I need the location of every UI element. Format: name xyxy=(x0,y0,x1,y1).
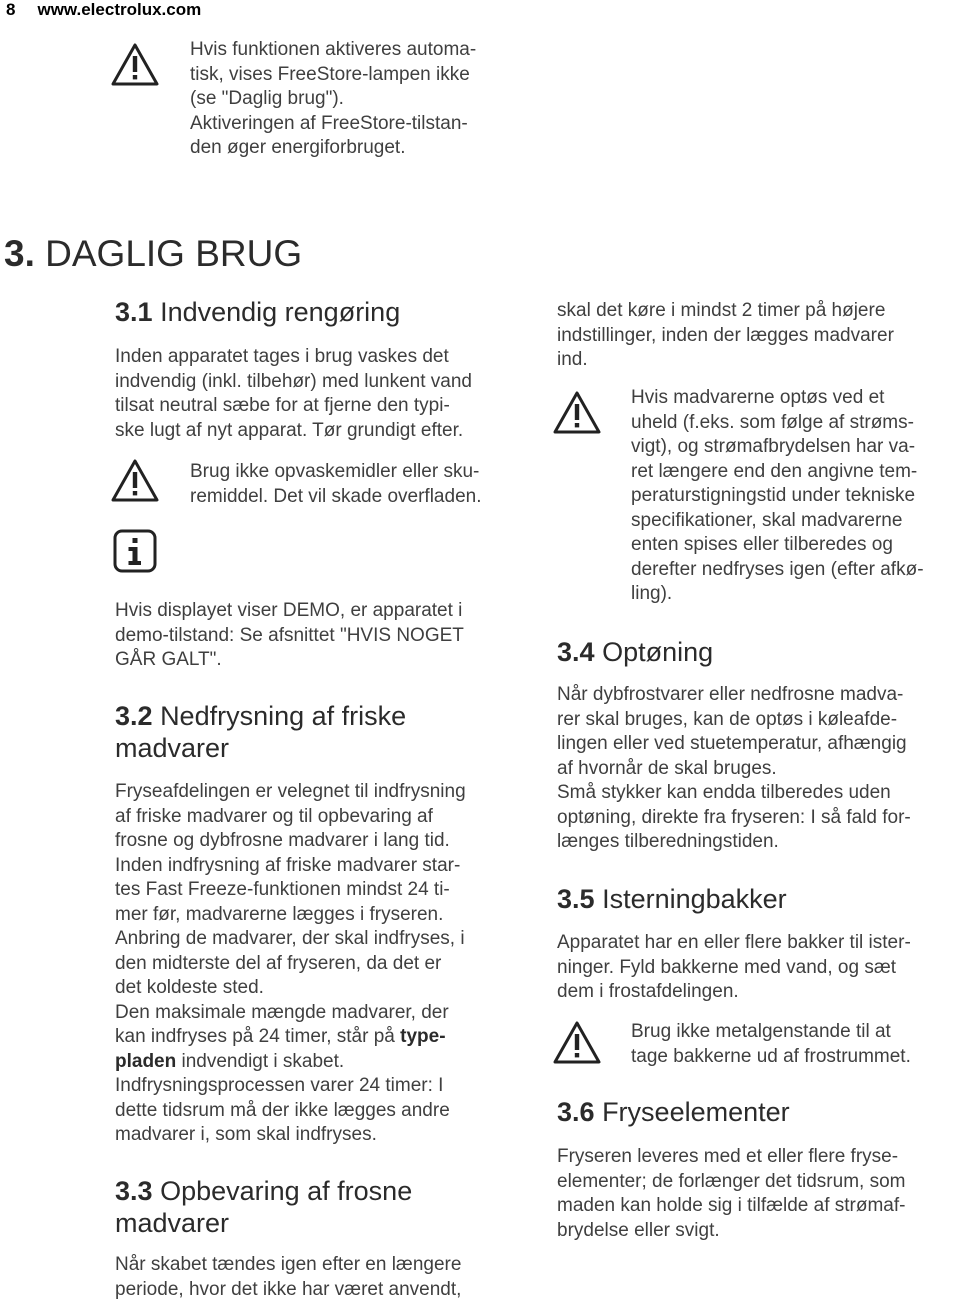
warning-text-thawing xyxy=(631,386,924,607)
section-title: Optøning xyxy=(602,637,714,667)
text-line: af friske madvarer og til opbevaring af xyxy=(115,805,433,827)
text-line: Fryseren leveres med et eller flere fryse- xyxy=(557,1146,899,1167)
warning-triangle-icon xyxy=(552,390,602,436)
text-line: Indfrysningsprocessen varer 24 timer: I xyxy=(115,1075,444,1096)
section-number: 3.6 xyxy=(557,1097,595,1127)
section-title: Isterningbakker xyxy=(602,884,787,914)
section-title: Opbevaring af frosne xyxy=(160,1176,413,1206)
chapter-title-text: DAGLIG BRUG xyxy=(45,233,303,274)
text-line: demo-tilstand: Se afsnittet "HVIS NOGET xyxy=(115,624,464,646)
text-line: Anbring de madvarer, der skal indfryses, i xyxy=(115,928,465,949)
text-line: dette tidsrum må der ikke lægges andre xyxy=(115,1099,450,1121)
text-line: den øger energiforbruget. xyxy=(190,137,406,158)
text-line: ret længere end den angivne tem- xyxy=(631,460,918,482)
section-heading-3-4 xyxy=(557,636,713,668)
text-line: Fryseafdelingen er velegnet til indfrysning xyxy=(115,781,466,802)
text-line: ind. xyxy=(557,349,588,370)
text-line: optøning, direkte fra fryseren: I så fald for- xyxy=(557,806,911,828)
section-heading-3-5 xyxy=(557,883,787,915)
bold-term: type- xyxy=(400,1026,446,1047)
text-line: GÅR GALT". xyxy=(115,649,222,670)
section-number: 3.5 xyxy=(557,884,595,914)
section-title: Nedfrysning af friske xyxy=(160,701,407,731)
section-title: Indvendig rengøring xyxy=(160,297,401,327)
text-line: periode, hvor det ikke har været anvendt, xyxy=(115,1278,462,1300)
paragraph-opbevaring-left xyxy=(115,1253,461,1302)
info-icon xyxy=(112,528,158,574)
warning-text-cleaning xyxy=(190,460,481,509)
text-line: tilsat neutral sæbe for at fjerne den typi- xyxy=(115,395,450,416)
page-header xyxy=(6,0,201,20)
text-line: rer skal bruges, kan de optøs i køleafde- xyxy=(557,708,898,730)
text-line: elementer; de forlænger det tidsrum, som xyxy=(557,1170,906,1192)
text-line: det koldeste sted. xyxy=(115,977,264,998)
bold-term: pladen xyxy=(115,1050,177,1072)
info-text-demo xyxy=(115,599,464,673)
text-line: Hvis funktionen aktiveres automa- xyxy=(190,39,477,60)
text-line: Den maksimale mængde madvarer, der xyxy=(115,1001,449,1023)
text-line: skal det køre i mindst 2 timer på højere xyxy=(557,300,886,321)
warning-triangle-icon xyxy=(110,42,160,88)
text-line: (se "Daglig brug"). xyxy=(190,88,344,109)
section-number: 3.4 xyxy=(557,637,595,667)
chapter-title xyxy=(4,232,302,276)
section-title: Fryseelementer xyxy=(602,1097,790,1127)
paragraph-indvendig-rengoring xyxy=(115,345,472,443)
text-line: indvendig (inkl. tilbehør) med lunkent vand xyxy=(115,370,472,392)
warning-text-freestore xyxy=(190,38,476,161)
warning-triangle-icon xyxy=(552,1020,602,1066)
text-line: tes Fast Freeze-funktionen mindst 24 ti- xyxy=(115,879,450,900)
text-line: Hvis displayet viser DEMO, er apparatet i xyxy=(115,600,463,621)
warning-triangle-icon xyxy=(110,458,160,504)
text-line: dem i frostafdelingen. xyxy=(557,981,739,1002)
text-line: af hvornår de skal bruges. xyxy=(557,757,777,779)
text-line: tage bakkerne ud af frostrummet. xyxy=(631,1045,911,1067)
text-line: specifikationer, skal madvarerne xyxy=(631,509,903,531)
text-line: længes tilberedningstiden. xyxy=(557,831,779,852)
text-line: derefter nedfryses igen (efter afkø- xyxy=(631,558,924,580)
text-line: Inden apparatet tages i brug vaskes det xyxy=(115,346,449,367)
warning-text-ice-trays xyxy=(631,1020,911,1069)
text-line: Brug ikke opvaskemidler eller sku- xyxy=(190,461,480,482)
text-line: den midterste del af fryseren, da det er xyxy=(115,952,442,974)
text-line: mer før, madvarerne lægges i fryseren. xyxy=(115,903,444,925)
text-line: Apparatet har en eller flere bakker til ister- xyxy=(557,932,911,953)
website-link[interactable]: www.electrolux.com xyxy=(37,0,202,19)
text-line: Små stykker kan endda tilberedes uden xyxy=(557,782,891,803)
section-title-continued: madvarer xyxy=(115,1208,230,1238)
text-line: indstillinger, inden der lægges madvarer xyxy=(557,324,894,346)
section-heading-3-1 xyxy=(115,296,400,328)
text-line: ske lugt af nyt apparat. Tør grundigt efter. xyxy=(115,419,464,441)
text-line: ling). xyxy=(631,583,673,604)
section-number: 3.1 xyxy=(115,297,153,327)
text-fragment: kan indfryses på 24 timer, står på xyxy=(115,1026,401,1047)
paragraph-opbevaring-right xyxy=(557,299,894,373)
chapter-number: 3. xyxy=(4,233,35,274)
text-line: vigt), og strømafbrydelsen har va- xyxy=(631,436,916,457)
paragraph-nedfrysning xyxy=(115,780,466,1148)
text-line: peraturstigningstid under tekniske xyxy=(631,485,916,506)
text-line: Når dybfrostvarer eller nedfrosne madva- xyxy=(557,684,904,705)
paragraph-optoning xyxy=(557,683,911,855)
section-heading-3-6 xyxy=(557,1096,790,1128)
text-line: lingen eller ved stuetemperatur, afhængig xyxy=(557,733,907,754)
text-line xyxy=(115,1025,466,1050)
section-number: 3.3 xyxy=(115,1176,153,1206)
text-line: ninger. Fyld bakkerne med vand, og sæt xyxy=(557,956,897,978)
text-line: uheld (f.eks. som følge af strøms- xyxy=(631,411,914,433)
text-line: Inden indfrysning af friske madvarer star- xyxy=(115,854,461,876)
text-line: enten spises eller tilberedes og xyxy=(631,534,893,555)
text-fragment: indvendigt i skabet. xyxy=(176,1050,345,1072)
section-title-continued: madvarer xyxy=(115,733,230,763)
text-line: maden kan holde sig i tilfælde af strømaf- xyxy=(557,1195,906,1216)
section-heading-3-3 xyxy=(115,1175,412,1239)
text-line: brydelse eller svigt. xyxy=(557,1219,720,1241)
text-line: remiddel. Det vil skade overfladen. xyxy=(190,485,482,507)
text-line: Hvis madvarerne optøs ved et xyxy=(631,387,885,408)
section-number: 3.2 xyxy=(115,701,153,731)
text-line: madvarer i, som skal indfryses. xyxy=(115,1124,377,1145)
text-line: Aktiveringen af FreeStore-tilstan- xyxy=(190,112,468,134)
text-line xyxy=(115,1050,466,1075)
text-line: Brug ikke metalgenstande til at xyxy=(631,1021,891,1042)
text-line: Når skabet tændes igen efter en længere xyxy=(115,1254,462,1275)
paragraph-isterningbakker xyxy=(557,931,911,1005)
paragraph-fryseelementer xyxy=(557,1145,906,1243)
section-heading-3-2 xyxy=(115,700,406,764)
text-line: frosne og dybfrosne madvarer i lang tid. xyxy=(115,830,450,851)
page-number: 8 xyxy=(6,0,16,19)
text-line: tisk, vises FreeStore-lampen ikke xyxy=(190,63,470,85)
